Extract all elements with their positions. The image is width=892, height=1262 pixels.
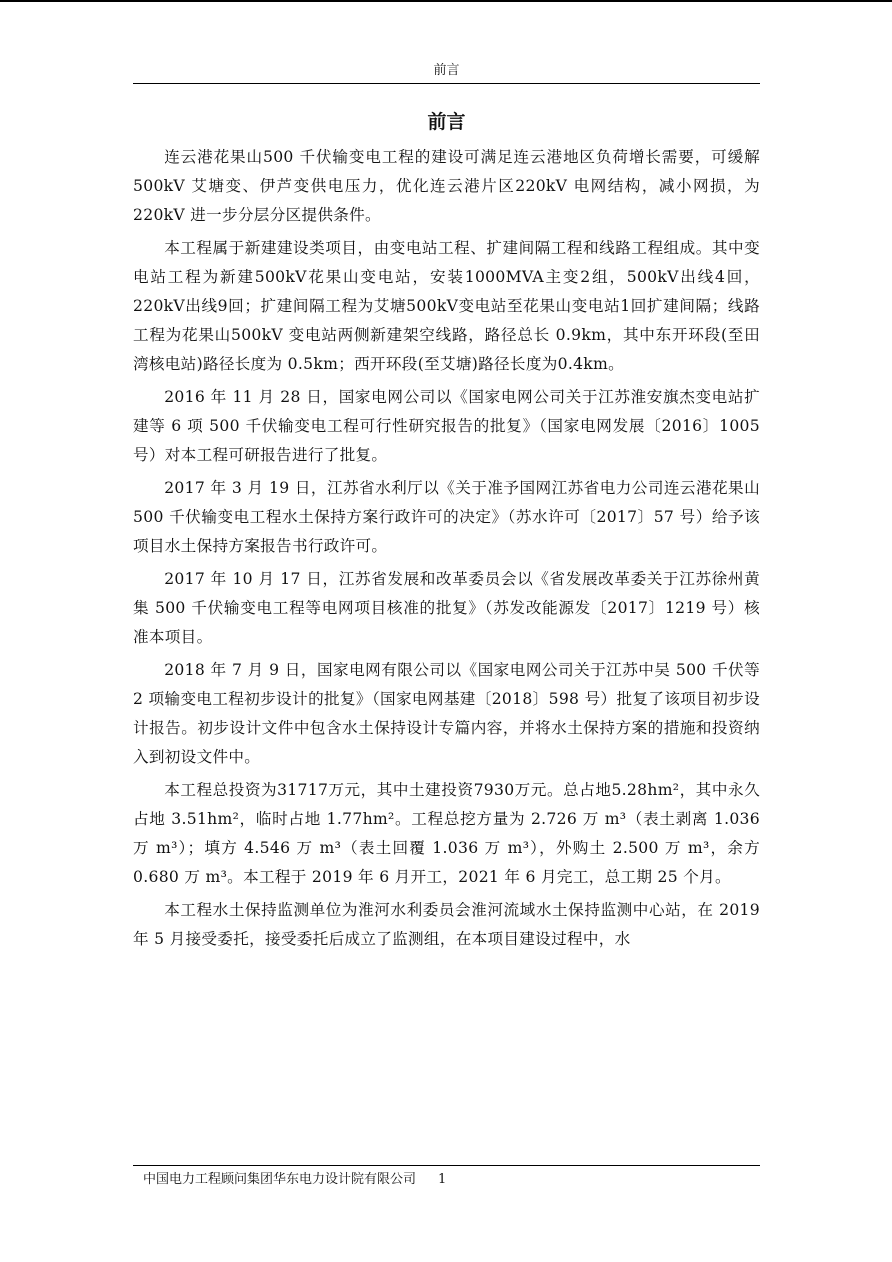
running-header: 前言 xyxy=(433,63,460,78)
page-number: 1 xyxy=(438,1172,447,1187)
paragraph: 2017 年 10 月 17 日，江苏省发展和改革委员会以《省发展改革委关于江苏徐州黄集 500 千伏输变电工程等电网项目核准的批复》（苏发改能源发〔2017〕1219 号）核准本项目。 xyxy=(133,570,760,646)
paragraph: 连云港花果山500 千伏输变电工程的建设可满足连云港地区负荷增长需要，可缓解500kV 艾塘变、伊芦变供电压力，优化连云港片区220kV 电网结构，减小网损，为220kV 进一步分层分区提供条件。 xyxy=(133,148,760,224)
paragraph: 2016 年 11 月 28 日，国家电网公司以《国家电网公司关于江苏淮安旗杰变电站扩建等 6 项 500 千伏输变电工程可行性研究报告的批复》（国家电网发展〔2016〕1005 号）对本工程可研报告进行了批复。 xyxy=(133,388,760,464)
header-divider xyxy=(133,83,760,84)
body-text xyxy=(133,143,760,954)
paragraph: 本工程水土保持监测单位为淮河水利委员会淮河流域水土保持监测中心站，在 2019 年 5 月接受委托，接受委托后成立了监测组，在本项目建设过程中，水 xyxy=(133,901,760,948)
paragraph: 本工程总投资为31717万元，其中土建投资7930万元。总占地5.28hm²，其中永久占地 3.51hm²，临时占地 1.77hm²。工程总挖方量为 2.726 万 m³（表土剥离 1.036 万 m³）；填方 4.546 万 m³（表土回覆 1.036 万 m³），外购土 2.500 万 m³，余方 0.680 万 m³。本工程于 2019 年 6 月开工，2021 年 6 月完工，总工期 25 个月。 xyxy=(133,781,760,886)
footer-organization: 中国电力工程顾问集团华东电力设计院有限公司 xyxy=(143,1172,417,1187)
page-title: 前言 xyxy=(427,111,466,133)
paragraph: 2017 年 3 月 19 日，江苏省水利厅以《关于准予国网江苏省电力公司连云港花果山 500 千伏输变电工程水土保持方案行政许可的决定》（苏水许可〔2017〕57 号）给予该项目水土保持方案报告书行政许可。 xyxy=(133,479,760,555)
page-footer xyxy=(143,1171,446,1189)
paragraph: 2018 年 7 月 9 日，国家电网有限公司以《国家电网公司关于江苏中吴 500 千伏等 2 项输变电工程初步设计的批复》（国家电网基建〔2018〕598 号）批复了该项目初步设计报告。初步设计文件中包含水土保持设计专篇内容，并将水土保持方案的措施和投资纳入到初设文件中。 xyxy=(133,661,760,766)
page-top-border xyxy=(0,0,892,2)
paragraph: 本工程属于新建建设类项目，由变电站工程、扩建间隔工程和线路工程组成。其中变电站工程为新建500kV花果山变电站，安装1000MVA主变2组，500kV出线4回，220kV出线9回；扩建间隔工程为艾塘500kV变电站至花果山变电站1回扩建间隔；线路工程为花果山500kV 变电站两侧新建架空线路，路径总长 0.9km，其中东开环段(至田湾核电站)路径长度为 0.5km；西开环段(至艾塘)路径长度为0.4km。 xyxy=(133,239,760,373)
footer-divider xyxy=(133,1165,760,1166)
